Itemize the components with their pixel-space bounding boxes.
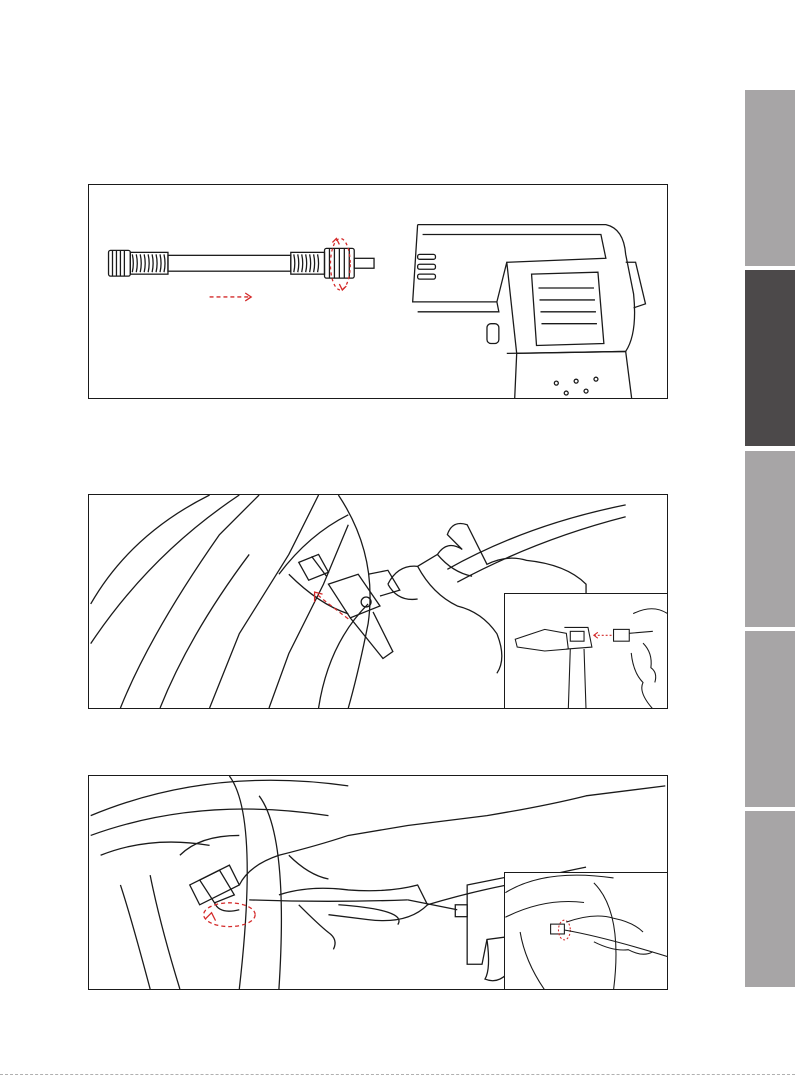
side-tab-2-active[interactable] (745, 270, 795, 446)
figure-1-hose-and-pump (88, 184, 668, 399)
figure-2-connect-to-valve (88, 494, 668, 709)
footer-rule (0, 1074, 795, 1075)
valve-detail-illustration (505, 873, 668, 990)
side-tab-1[interactable] (745, 90, 795, 266)
hose-pump-illustration (89, 185, 667, 398)
side-tab-3[interactable] (745, 451, 795, 627)
figure-3-inset-detail (504, 872, 668, 990)
figure-3-pump-on-valve (88, 775, 668, 990)
figure-2-inset-detail (504, 593, 668, 709)
connector-detail-illustration (505, 594, 668, 709)
side-tab-4[interactable] (745, 631, 795, 807)
side-tab-5[interactable] (745, 811, 795, 987)
